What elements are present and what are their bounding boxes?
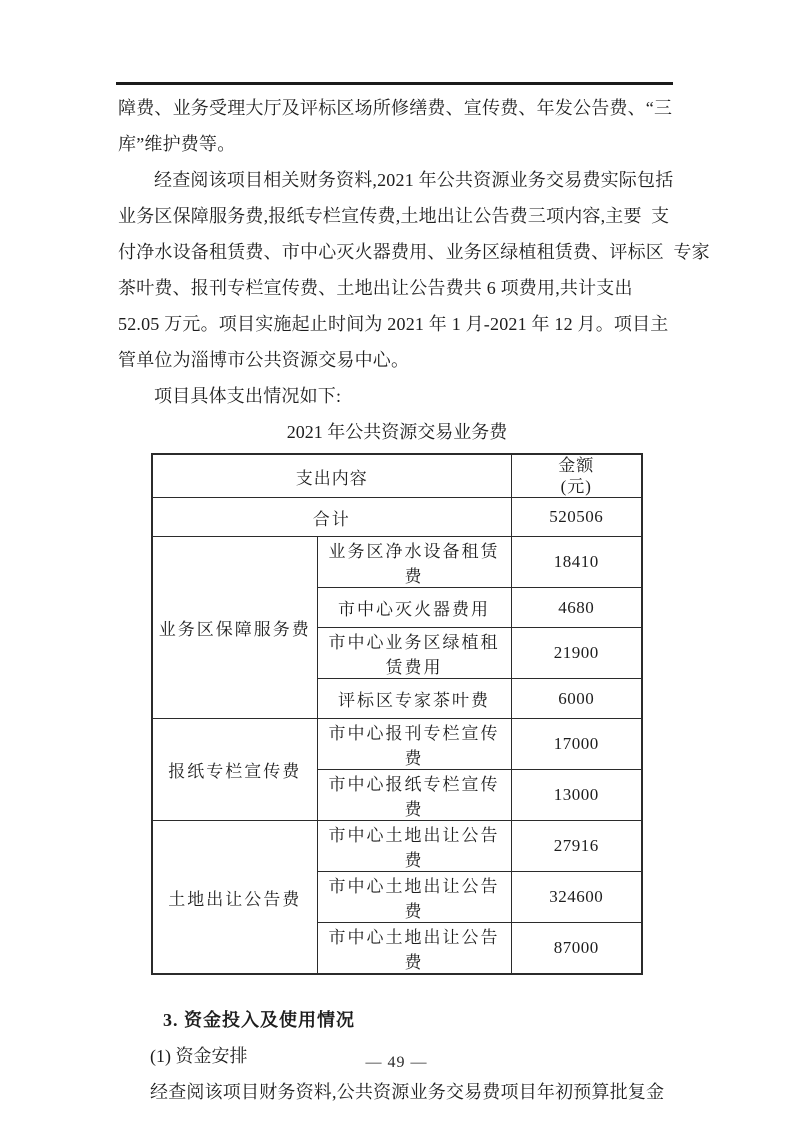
- header-rule: [116, 82, 673, 85]
- item-amount: 17000: [511, 719, 642, 770]
- item-label: 市中心土地出让公告费: [317, 821, 511, 872]
- total-amount: 520506: [511, 498, 642, 537]
- item-label: 市中心土地出让公告费: [317, 923, 511, 975]
- header-expense-content: 支出内容: [152, 454, 511, 498]
- section-heading: 3. 资金投入及使用情况: [163, 1010, 355, 1030]
- item-amount: 13000: [511, 770, 642, 821]
- group-name: 土地出让公告费: [152, 821, 317, 975]
- table-total-row: [152, 498, 642, 537]
- table-title: 2021 年公共资源交易业务费: [286, 422, 508, 442]
- item-label: 市中心灭火器费用: [317, 588, 511, 628]
- expense-table: [151, 453, 643, 975]
- page-content: [118, 90, 710, 1110]
- group-name: 业务区保障服务费: [152, 537, 317, 719]
- item-label: 评标区专家茶叶费: [317, 679, 511, 719]
- item-label: 市中心报纸专栏宣传费: [317, 770, 511, 821]
- body-line: 茶叶费、报刊专栏宣传费、土地出让公告费共 6 项费用,共计支出: [118, 278, 633, 298]
- group-name: 报纸专栏宣传费: [152, 719, 317, 821]
- item-amount: 4680: [511, 588, 642, 628]
- item-label: 业务区净水设备租赁费: [317, 537, 511, 588]
- body-line: 付净水设备租赁费、市中心灭火器费用、业务区绿植租赁费、评标区 专家: [118, 242, 710, 262]
- item-label: 市中心业务区绿植租赁费用: [317, 628, 511, 679]
- page-number: — 49 —: [365, 1054, 428, 1071]
- table-row: [152, 537, 642, 588]
- body-line: 52.05 万元。项目实施起止时间为 2021 年 1 月-2021 年 12 月。项目主: [118, 314, 669, 334]
- item-label: 市中心报刊专栏宣传费: [317, 719, 511, 770]
- item-amount: 87000: [511, 923, 642, 975]
- body-line: 库”维护费等。: [118, 134, 236, 154]
- table-row: [152, 719, 642, 770]
- header-amount-line1: 金额: [558, 456, 595, 475]
- body-line: 业务区保障服务费,报纸专栏宣传费,土地出让公告费三项内容,主要 支: [118, 206, 670, 226]
- header-amount-line2: (元): [560, 477, 592, 496]
- subsection-heading: (1) 资金安排: [150, 1046, 248, 1066]
- table-row: [152, 821, 642, 872]
- item-amount: 324600: [511, 872, 642, 923]
- item-amount: 6000: [511, 679, 642, 719]
- item-amount: 27916: [511, 821, 642, 872]
- table-header-row: [152, 454, 642, 498]
- total-label: 合计: [152, 498, 511, 537]
- paragraph-line: 经查阅该项目财务资料,公共资源业务交易费项目年初预算批复金: [150, 1082, 665, 1102]
- body-line: 管单位为淄博市公共资源交易中心。: [118, 350, 410, 370]
- item-amount: 21900: [511, 628, 642, 679]
- item-label: 市中心土地出让公告费: [317, 872, 511, 923]
- item-amount: 18410: [511, 537, 642, 588]
- header-amount: [511, 454, 642, 498]
- body-line: 项目具体支出情况如下:: [154, 386, 342, 406]
- body-line: 经查阅该项目相关财务资料,2021 年公共资源业务交易费实际包括: [154, 170, 674, 190]
- body-line: 障费、业务受理大厅及评标区场所修缮费、宣传费、年发公告费、“三: [118, 98, 673, 118]
